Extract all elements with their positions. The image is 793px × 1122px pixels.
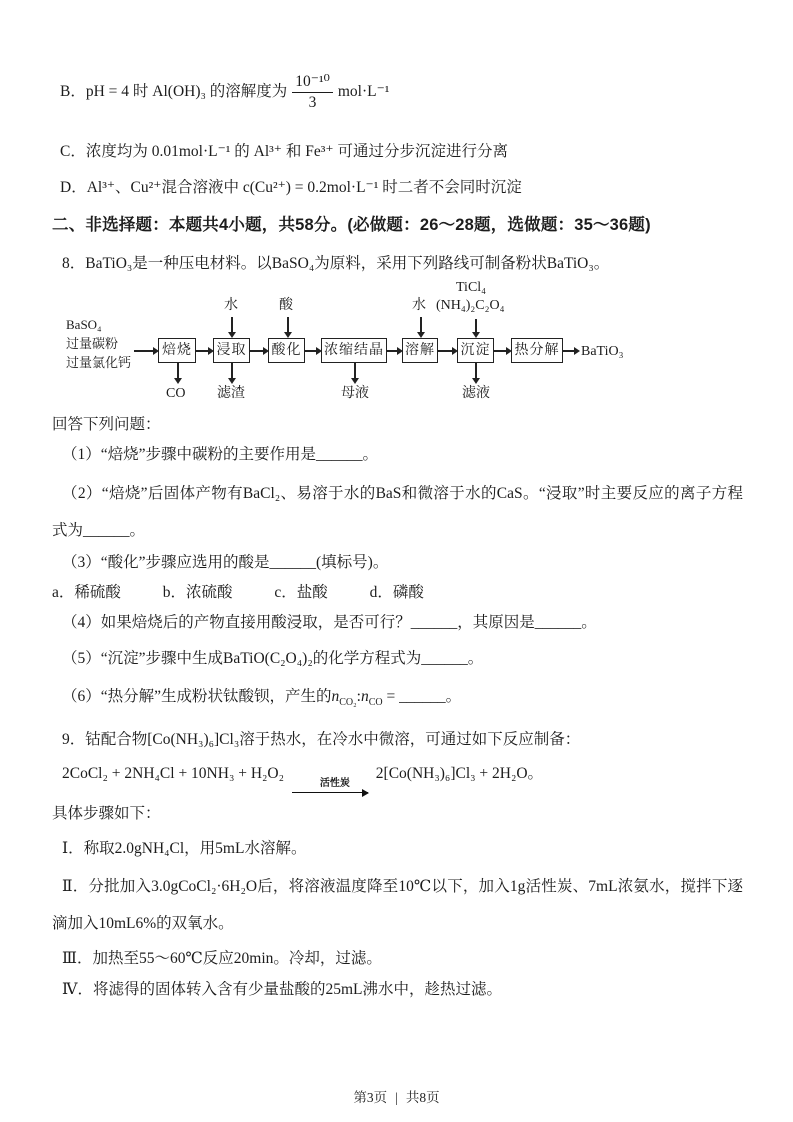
arrow-right-icon — [387, 350, 398, 352]
q9-reaction-equation — [52, 762, 743, 793]
fraction-denominator: 3 — [308, 93, 317, 111]
q9-step-1: Ⅰ．称取2.0gNH₄Cl，用5mL水溶解。 — [62, 840, 307, 858]
flowchart-box-precipitate: 沉淀 — [457, 338, 494, 363]
option-b — [52, 70, 743, 114]
option-b-unit: mol·L⁻¹ — [337, 83, 390, 100]
arrow-right-icon — [134, 350, 154, 352]
q8-sub1: （1）“焙烧”步骤中碳粉的主要作用是______。 — [62, 446, 379, 463]
footer-page-number: 第3页 — [353, 1090, 388, 1105]
flowchart-box-leach: 浸取 — [213, 338, 250, 363]
acid-choice-c: c．盐酸 — [274, 584, 328, 601]
q8-sub3: （3）“酸化”步骤应选用的酸是______(填标号)。 — [62, 554, 389, 571]
subscript-co2: CO₂ — [339, 697, 357, 709]
page-footer — [0, 1086, 793, 1106]
arrow-down-icon — [475, 319, 477, 333]
arrow-right-icon — [494, 350, 507, 352]
flowchart-box-dissolve: 溶解 — [402, 338, 438, 363]
footer-total-pages: 共8页 — [405, 1090, 440, 1105]
q8-sub6-text: （6）“热分解”生成粉状钛酸钡，产生的 — [62, 688, 332, 705]
q8-stem: 8．BaTiO₃是一种压电材料。以BaSO₄为原料，采用下列路线可制备粉状BaTiO₃。 — [62, 255, 610, 272]
input-oxalate: (NH₄)₂C₂O₄ — [436, 298, 505, 313]
arrow-down-icon — [287, 317, 289, 333]
ratio-colon: : — [356, 688, 361, 705]
footer-separator: | — [395, 1090, 398, 1105]
input-ticl4: TiCl₄ — [456, 280, 487, 295]
arrow-down-icon — [231, 363, 233, 379]
q9-stem: 9．钴配合物[Co(NH₃)₆]Cl₃溶于热水，在冷水中微溶，可通过如下反应制备： — [62, 731, 581, 749]
reaction-condition: 活性炭 — [319, 778, 350, 790]
arrow-right-icon — [250, 350, 264, 352]
symbol-n: n — [331, 688, 340, 705]
q9-step-3: Ⅲ．加热至55～60℃反应20min。冷却，过滤。 — [62, 950, 382, 968]
option-b-label: B． — [60, 83, 86, 100]
acid-choice-a: a．稀硫酸 — [52, 584, 121, 601]
q9-step-2: Ⅱ．分批加入3.0gCoCl₂·6H₂O后，将溶液温度降至10℃以下，加入1g活性炭、7mL浓氨水，搅拌下逐滴加入10mL6%的双氧水。 — [52, 878, 743, 933]
q8-answer-prompt: 回答下列问题： — [52, 416, 161, 433]
feed-cacl2: 过量氯化钙 — [66, 355, 132, 370]
arrow-right-icon — [196, 350, 209, 352]
acid-choice-d: d．磷酸 — [369, 584, 424, 601]
output-filter-residue: 滤渣 — [217, 386, 245, 401]
q8-sub5: （5）“沉淀”步骤中生成BaTiO(C₂O₄)₂的化学方程式为______。 — [62, 650, 484, 667]
arrow-down-icon — [475, 363, 477, 379]
feed-baso4: BaSO₄ — [66, 317, 102, 332]
flowchart-box-acidify: 酸化 — [268, 338, 305, 363]
option-b-text: pH = 4 时 Al(OH)₃ 的溶解度为 — [85, 83, 288, 100]
process-flowchart — [60, 282, 743, 408]
equation-right: 2[Co(NH₃)₆]Cl₃ + 2H₂O。 — [375, 765, 544, 783]
option-c: C．浓度均为 0.01mol·L⁻¹ 的 Al³⁺ 和 Fe³⁺ 可通过分步沉淀进行分离 — [60, 143, 508, 160]
symbol-n: n — [360, 688, 369, 705]
section-heading: 二、非选择题：本题共4小题，共58分。(必做题：26～28题，选做题：35～36题) — [52, 216, 651, 234]
arrow-right-icon — [438, 350, 453, 352]
fraction-numerator: 10⁻¹⁰ — [292, 73, 333, 93]
acid-choice-b: b．浓硫酸 — [162, 584, 233, 601]
fraction — [292, 73, 333, 112]
feed-carbon: 过量碳粉 — [66, 336, 119, 351]
flowchart-box-concentrate: 浓缩结晶 — [321, 338, 387, 363]
arrow-down-icon — [354, 363, 356, 379]
input-water-2: 水 — [412, 298, 426, 313]
reaction-arrow-icon — [292, 778, 368, 793]
q8-sub6 — [52, 685, 743, 715]
flowchart-box-thermal-decompose: 热分解 — [511, 338, 563, 363]
arrow-right-icon — [563, 350, 575, 352]
input-water-1: 水 — [224, 298, 238, 313]
q8-sub3-choices — [52, 581, 743, 605]
flowchart-box-roast: 焙烧 — [158, 338, 196, 363]
q9-step-4: Ⅳ．将滤得的固体转入含有少量盐酸的25mL沸水中，趁热过滤。 — [62, 981, 503, 999]
output-filtrate: 滤液 — [462, 386, 490, 401]
arrow-down-icon — [231, 317, 233, 333]
arrow-right-icon — [305, 350, 317, 352]
flowchart-feed-materials — [66, 315, 131, 372]
q9-steps-intro: 具体步骤如下： — [52, 805, 161, 823]
arrow-down-icon — [420, 317, 422, 333]
output-co: CO — [166, 386, 186, 401]
input-acid: 酸 — [279, 298, 293, 313]
subscript-co: CO — [368, 697, 383, 709]
q8-sub2: （2）“焙烧”后固体产物有BaCl₂、易溶于水的BaS和微溶于水的CaS。“浸取”时主要反应的离子方程式为______。 — [52, 485, 743, 539]
option-d: D．Al³⁺、Cu²⁺混合溶液中 c(Cu²⁺) = 0.2mol·L⁻¹ 时二者不会同时沉淀 — [60, 179, 522, 196]
equation-left: 2CoCl₂ + 2NH₄Cl + 10NH₃ + H₂O₂ — [62, 765, 285, 783]
q8-sub4: （4）如果焙烧后的产物直接用酸浸取，是否可行？______，其原因是______。 — [62, 614, 597, 631]
q8-sub6-blank: = ______。 — [382, 688, 462, 705]
flowchart-product: BaTiO₃ — [581, 344, 624, 359]
output-mother-liquor: 母液 — [341, 386, 369, 401]
arrow-down-icon — [177, 363, 179, 379]
